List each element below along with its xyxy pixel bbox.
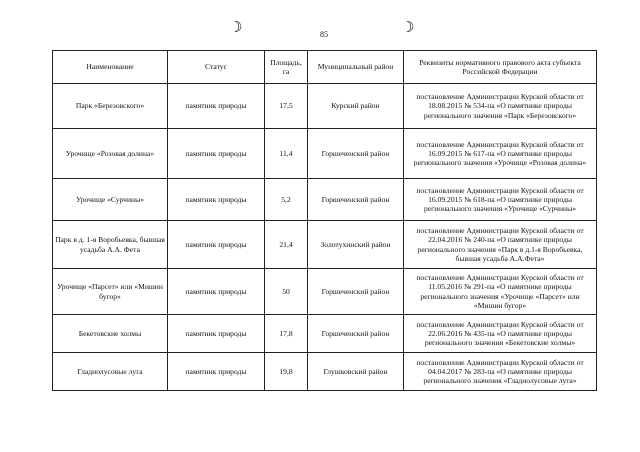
header-area: Площадь, га: [265, 51, 308, 84]
cell-district: Горшеченский район: [308, 179, 404, 221]
cell-name: Урочище «Сурчины»: [53, 179, 168, 221]
cell-act: постановление Администрации Курской области от 04.04.2017 № 283-па «О памятнике природы регионального значения «Гладиолусовые луга»: [404, 353, 597, 391]
table-row: [53, 221, 597, 269]
header-act: Реквизиты нормативного правового акта субъекта Российской Федерации: [404, 51, 597, 84]
table-row: [53, 129, 597, 179]
cell-name: Гладиолусовые луга: [53, 353, 168, 391]
crescent-mark-icon: ☽: [229, 20, 243, 36]
cell-area: 21,4: [265, 221, 308, 269]
cell-status: памятник природы: [168, 315, 265, 353]
table-row: [53, 179, 597, 221]
cell-act: постановление Администрации Курской области от 16.09.2015 № 617-па «О памятнике природы регионального значения «Урочище «Розовая долина»: [404, 129, 597, 179]
table-row: [53, 315, 597, 353]
cell-name: Бекетовские холмы: [53, 315, 168, 353]
cell-act: постановление Администрации Курской области от 18.08.2015 № 534-па «О памятнике природы регионального значения «Парк «Березовского»: [404, 84, 597, 129]
header-district: Муниципальный район: [308, 51, 404, 84]
cell-district: Курский район: [308, 84, 404, 129]
cell-status: памятник природы: [168, 179, 265, 221]
cell-area: 5,2: [265, 179, 308, 221]
cell-district: Горшеченский район: [308, 269, 404, 315]
cell-district: Глушковский район: [308, 353, 404, 391]
table-row: [53, 84, 597, 129]
cell-act: постановление Администрации Курской области от 22.04.2016 № 240-па «О памятнике природы регионального значения «Парк в д.1-я Воробьевка, бывшая усадьба А.А.Фета»: [404, 221, 597, 269]
cell-name: Урочище «Парсет» или «Мишин бугор»: [53, 269, 168, 315]
cell-act: постановление Администрации Курской области от 22.06.2016 № 435-па «О памятнике природы регионального значения «Бекетовские холмы»: [404, 315, 597, 353]
cell-district: Золотухинский район: [308, 221, 404, 269]
cell-name: Парк в д. 1-я Воробьевка, бывшая усадьба А.А. Фета: [53, 221, 168, 269]
header-name: Наименование: [53, 51, 168, 84]
table-header-row: [53, 51, 597, 84]
cell-area: 50: [265, 269, 308, 315]
cell-name: Урочище «Розовая долина»: [53, 129, 168, 179]
cell-area: 11,4: [265, 129, 308, 179]
cell-area: 17,8: [265, 315, 308, 353]
cell-name: Парк «Березовского»: [53, 84, 168, 129]
table-row: [53, 353, 597, 391]
crescent-mark-icon: ☽: [401, 20, 415, 36]
cell-area: 17,5: [265, 84, 308, 129]
cell-act: постановление Администрации Курской области от 16.09.2015 № 618-па «О памятнике природы регионального значения «Урочище «Сурчины»: [404, 179, 597, 221]
cell-district: Горшеченский район: [308, 129, 404, 179]
cell-act: постановление Администрации Курской области от 11.05.2016 № 291-па «О памятнике природы регионального значения «Урочище «Парсет» или «Мишин бугор»: [404, 269, 597, 315]
cell-status: памятник природы: [168, 269, 265, 315]
protected-areas-table: [52, 50, 597, 391]
page-number: 85: [320, 30, 328, 39]
cell-status: памятник природы: [168, 221, 265, 269]
cell-status: памятник природы: [168, 353, 265, 391]
table-row: [53, 269, 597, 315]
cell-status: памятник природы: [168, 129, 265, 179]
header-status: Статус: [168, 51, 265, 84]
cell-status: памятник природы: [168, 84, 265, 129]
cell-district: Горшеченский район: [308, 315, 404, 353]
cell-area: 19,8: [265, 353, 308, 391]
